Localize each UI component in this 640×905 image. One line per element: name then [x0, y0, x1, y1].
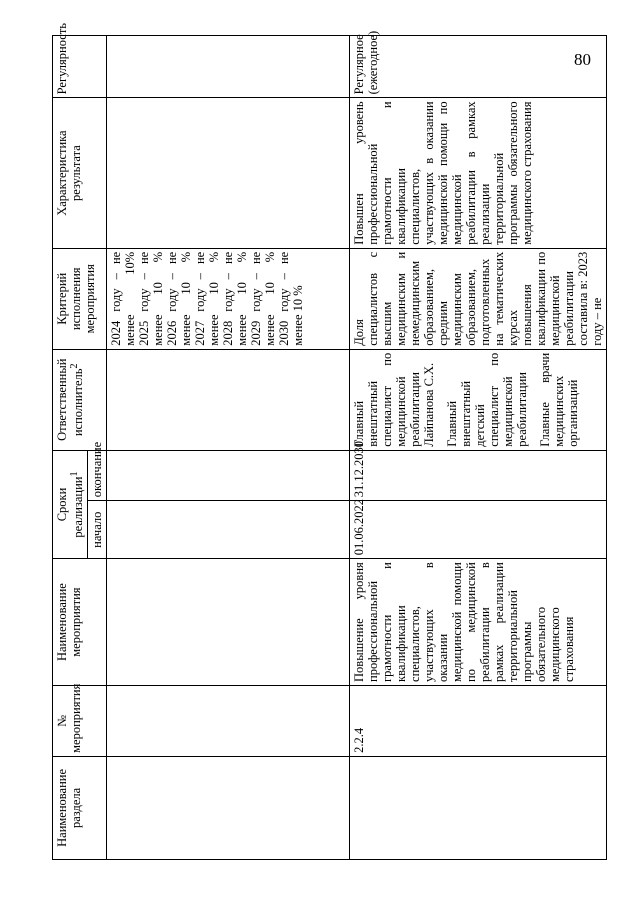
cell-regularity: Регулярное (ежегодное) — [350, 36, 607, 98]
header-name: Наименование мероприятия — [53, 559, 107, 686]
executor-head-doctors: Главные врачи медицинских организаций — [538, 352, 581, 447]
criterion-line: 2029 году – не менее 10 % — [249, 251, 278, 346]
criterion-line: 2028 году – не менее 10 % — [221, 251, 250, 346]
cell-empty — [107, 685, 350, 756]
executor-pediatric: Главный внештатный детский специалист по медицинской реабилитации — [445, 352, 530, 447]
cell-name: Повышение уровня профессиональной грамотности и квалификации специалистов, участвующих в оказании медицинской помощи по медицинской реабилитации в рамках реализации территориальной программы обязательного медицинского страхования — [350, 559, 607, 686]
rotated-page — [52, 23, 617, 860]
page-number: 80 — [574, 50, 591, 69]
criterion-line: 2030 году – не менее 10 % — [277, 251, 306, 346]
header-result: Характеристика результата — [53, 98, 107, 248]
cell-empty — [107, 501, 350, 559]
cell-criterion: Доля специалистов с высшим медицинским и немедицинским образованием, средним медицинским образованием, подготовленных на тематических курсах повышения квалификации по медицинской реабилитации составила в: 2023 году – не — [350, 248, 607, 349]
table-row — [350, 36, 607, 860]
header-section: Наименование раздела — [53, 756, 107, 859]
cell-empty — [107, 36, 350, 98]
continuation-row — [107, 36, 350, 860]
cell-executor — [350, 349, 607, 450]
cell-result: Повышен уровень профессиональной грамотности и квалификации специалистов, участвующих в оказании медицинской помощи по медицинской реабилитации в рамках реализации территориальной программы обязательного медицинского страхования — [350, 98, 607, 248]
cell-start: 01.06.2022 — [350, 501, 607, 559]
cell-end: 31.12.2030 — [350, 450, 607, 500]
header-regularity: Регулярность — [53, 36, 107, 98]
header-terms: Сроки реализации$^1$ — [53, 450, 88, 558]
header-executor: Ответственный исполнитель$^2$ — [53, 349, 107, 450]
cell-section — [350, 756, 607, 859]
header-end: окончание — [88, 450, 107, 500]
header-criterion: Критерий исполнения мероприятия — [53, 248, 107, 349]
header-row — [53, 36, 88, 860]
header-number: № мероприятия — [53, 685, 107, 756]
cell-empty — [107, 98, 350, 248]
criterion-line: 2026 году – не менее 10 % — [165, 251, 194, 346]
criterion-line: 2024 году – не менее 10% — [109, 251, 138, 346]
cell-number: 2.2.4 — [350, 685, 607, 756]
cell-empty — [107, 559, 350, 686]
plan-table — [52, 23, 607, 860]
criterion-line: 2027 году – не менее 10 % — [193, 251, 222, 346]
header-start: начало — [88, 501, 107, 559]
cell-empty — [107, 450, 350, 500]
criterion-line: 2025 году – не менее 10 % — [137, 251, 166, 346]
executor-chief: Главный внештатный специалист по медицинской реабилитации Лайпанова С.Х. — [352, 352, 437, 447]
continuation-criterion-cell — [107, 248, 350, 349]
cell-empty — [107, 756, 350, 859]
cell-empty — [107, 349, 350, 450]
